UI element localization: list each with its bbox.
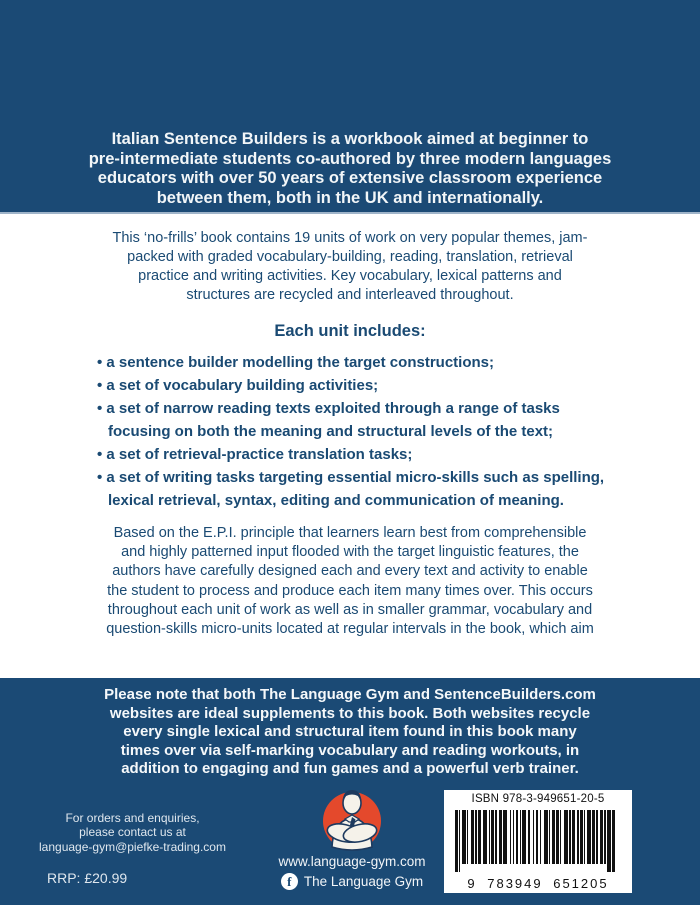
text-line: educators with over 50 years of extensive classroom experience — [97, 169, 603, 187]
text-line: pre-intermediate students co-authored by three modern languages — [88, 149, 612, 168]
text-line: authors have carefully designed each and every text and activity to enable — [112, 563, 588, 580]
bullet-item: • a set of writing tasks targeting essential micro-skills such as spelling, — [97, 469, 605, 486]
isbn-barcode — [444, 790, 632, 893]
description-paragraph — [30, 229, 670, 305]
text-line: the student to process and produce each item many times over. This occurs — [107, 582, 593, 599]
text-line: Italian Sentence Builders is a workbook aimed at beginner to — [111, 130, 589, 148]
websites-note-paragraph — [60, 686, 640, 779]
rrp-price: RRP: £20.99 — [47, 870, 128, 886]
text-line: times over via self-marking vocabulary and reading workouts, in — [120, 741, 580, 759]
text-line: addition to engaging and fun games and a powerful verb trainer. — [121, 760, 579, 778]
facebook-icon: f — [281, 873, 298, 890]
text-line: please contact us at — [79, 825, 186, 840]
text-line: and highly patterned input flooded with the target linguistic features, the — [121, 544, 579, 561]
text-line: Please note that both The Language Gym and SentenceBuilders.com — [104, 686, 596, 703]
bullet-item: • a sentence builder modelling the target constructions; — [97, 354, 494, 371]
contact-info — [10, 811, 255, 854]
includes-heading: Each unit includes: — [274, 322, 426, 340]
bullet-item-continuation: lexical retrieval, syntax, editing and communication of meaning. — [108, 492, 564, 509]
contact-email: language-gym@piefke-trading.com — [39, 839, 226, 854]
bullet-item: • a set of narrow reading texts exploited through a range of tasks — [97, 400, 560, 417]
text-line: For orders and enquiries, — [65, 811, 200, 825]
text-line: Based on the E.P.I. principle that learners learn best from comprehensible — [113, 525, 587, 541]
isbn-digits: 9 783949 651205 — [467, 876, 609, 891]
text-line: structures are recycled and interleaved throughout. — [186, 287, 514, 303]
language-gym-logo — [312, 781, 392, 853]
text-line: between them, both in the UK and internationally. — [156, 188, 544, 207]
text-line: throughout each unit of work as well as in smaller grammar, vocabulary and — [107, 601, 593, 618]
strongman-logo-icon — [312, 781, 392, 853]
bullet-list — [97, 351, 667, 512]
bullet-item-continuation: focusing on both the meaning and structural levels of the text; — [108, 423, 554, 440]
facebook-row — [252, 873, 452, 890]
text-line: practice and writing activities. Key vocabulary, lexical patterns and — [138, 268, 562, 284]
barcode-image — [455, 810, 621, 874]
website-url: www.language-gym.com — [278, 854, 426, 869]
intro-paragraph — [50, 130, 650, 208]
facebook-page-name: The Language Gym — [303, 874, 424, 889]
isbn-label: ISBN 978-3-949651-20-5 — [471, 793, 605, 805]
epi-paragraph — [30, 524, 670, 639]
text-line: packed with graded vocabulary-building, reading, translation, retrieval — [127, 249, 573, 265]
text-line: question-skills micro-units located at regular intervals in the book, which aim — [106, 621, 594, 638]
text-line: every single lexical and structural item found in this book many — [123, 723, 577, 741]
bullet-item: • a set of vocabulary building activities; — [97, 377, 379, 394]
text-line: This ‘no-frills’ book contains 19 units of work on very popular themes, jam- — [112, 230, 588, 246]
text-line: websites are ideal supplements to this book. Both websites recycle — [109, 704, 591, 722]
bullet-item: • a set of retrieval-practice translation tasks; — [97, 446, 413, 463]
